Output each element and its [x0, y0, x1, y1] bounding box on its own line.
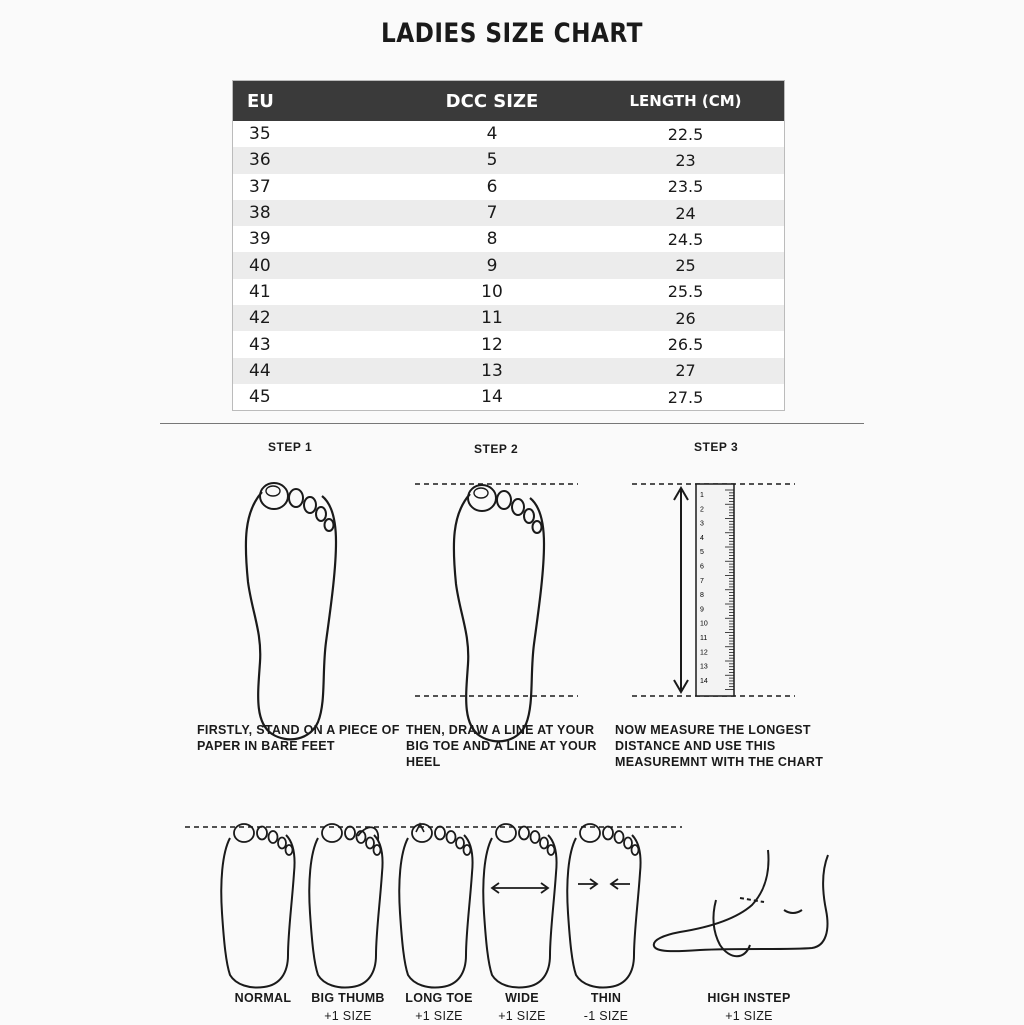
- cell-eu: 43: [233, 331, 398, 357]
- header-eu: EU: [233, 81, 398, 122]
- cell-length: 27: [587, 358, 785, 384]
- cell-dcc-size: 9: [397, 252, 587, 278]
- variant-label: [699, 989, 799, 1025]
- ruler-tick-label: 9: [700, 606, 704, 614]
- variant-name: LONG TOE: [405, 991, 473, 1005]
- cell-eu: 37: [233, 174, 398, 200]
- ruler-tick-label: 1: [700, 492, 704, 499]
- wide-foot-icon: [483, 824, 556, 988]
- variant-adjust: -1 SIZE: [583, 1009, 629, 1023]
- cell-length: 25: [587, 252, 785, 278]
- ruler-tick-label: 4: [700, 534, 704, 542]
- ruler-tick-label: 11: [700, 635, 708, 642]
- cell-dcc-size: 10: [397, 279, 587, 305]
- cell-dcc-size: 4: [397, 121, 587, 147]
- variant-name: BIG THUMB: [311, 991, 385, 1005]
- header-dcc-size: DCC SIZE: [397, 81, 587, 122]
- ruler-tick-label: 12: [700, 649, 708, 657]
- cell-length: 24.5: [587, 226, 785, 252]
- ruler-tick-label: 10: [700, 620, 708, 628]
- variant-name: WIDE: [505, 991, 539, 1005]
- ruler-tick-label: 2: [700, 506, 704, 514]
- thin-arrows-icon: [578, 879, 630, 889]
- ruler-tick-label: 5: [700, 549, 704, 557]
- long-toe-foot-icon: [399, 824, 472, 988]
- variant-name: THIN: [590, 991, 622, 1005]
- step-2-foot-icon: [454, 485, 544, 741]
- high-instep-foot-icon: [654, 850, 828, 956]
- ruler-tick-label: 3: [700, 520, 704, 528]
- cell-eu: 42: [233, 305, 398, 331]
- cell-length: 22.5: [587, 121, 785, 147]
- variant-adjust: +1 SIZE: [725, 1009, 773, 1023]
- ruler-tick-label: 13: [700, 663, 708, 671]
- cell-dcc-size: 8: [397, 226, 587, 252]
- chart-title: LADIES SIZE CHART: [381, 18, 643, 49]
- cell-eu: 39: [233, 226, 398, 252]
- cell-eu: 41: [233, 279, 398, 305]
- variant-label: [556, 989, 656, 1025]
- variant-adjust: +1 SIZE: [498, 1009, 546, 1023]
- thin-foot-icon: [567, 824, 640, 988]
- cell-eu: 40: [233, 252, 398, 278]
- cell-length: 23.5: [587, 174, 785, 200]
- cell-dcc-size: 6: [397, 174, 587, 200]
- cell-eu: 44: [233, 358, 398, 384]
- ruler-tick-label: 14: [700, 677, 708, 685]
- ruler-tick-label: 6: [700, 563, 704, 571]
- variant-name: NORMAL: [234, 991, 292, 1005]
- header-length: LENGTH (CM): [587, 81, 785, 122]
- ruler-tick-label: 8: [700, 592, 704, 600]
- variant-adjust: +1 SIZE: [415, 1009, 463, 1023]
- step-3-label: STEP 3: [694, 440, 739, 454]
- cell-dcc-size: 12: [397, 331, 587, 357]
- cell-eu: 45: [233, 384, 398, 411]
- cell-length: 25.5: [587, 279, 785, 305]
- step-2-text: THEN, DRAW A LINE AT YOUR BIG TOE AND A LINE AT YOUR HEEL: [406, 723, 597, 769]
- step-3-text: NOW MEASURE THE LONGEST DISTANCE AND USE THIS MEASUREMNT WITH THE CHART: [615, 723, 824, 769]
- step-1-text: FIRSTLY, STAND ON A PIECE OF PAPER IN BARE FEET: [197, 723, 400, 753]
- cell-dcc-size: 13: [397, 358, 587, 384]
- cell-dcc-size: 14: [397, 384, 587, 411]
- cell-length: 26: [587, 305, 785, 331]
- step-1-foot-icon: [246, 483, 336, 739]
- step-2-label: STEP 2: [474, 442, 519, 456]
- step-1-label: STEP 1: [268, 440, 313, 454]
- cell-length: 26.5: [587, 331, 785, 357]
- cell-length: 27.5: [587, 384, 785, 411]
- cell-eu: 38: [233, 200, 398, 226]
- big-thumb-foot-icon: [309, 824, 382, 988]
- cell-length: 23: [587, 147, 785, 173]
- cell-dcc-size: 7: [397, 200, 587, 226]
- ruler-tick-label: 7: [700, 577, 704, 585]
- cell-length: 24: [587, 200, 785, 226]
- cell-dcc-size: 5: [397, 147, 587, 173]
- normal-foot-icon: [221, 824, 294, 988]
- cell-eu: 35: [233, 121, 398, 147]
- variant-name: HIGH INSTEP: [707, 991, 791, 1005]
- cell-dcc-size: 11: [397, 305, 587, 331]
- variant-adjust: +1 SIZE: [324, 1009, 372, 1023]
- variant-label: [298, 989, 398, 1025]
- cell-eu: 36: [233, 147, 398, 173]
- wide-arrows-icon: [492, 883, 548, 893]
